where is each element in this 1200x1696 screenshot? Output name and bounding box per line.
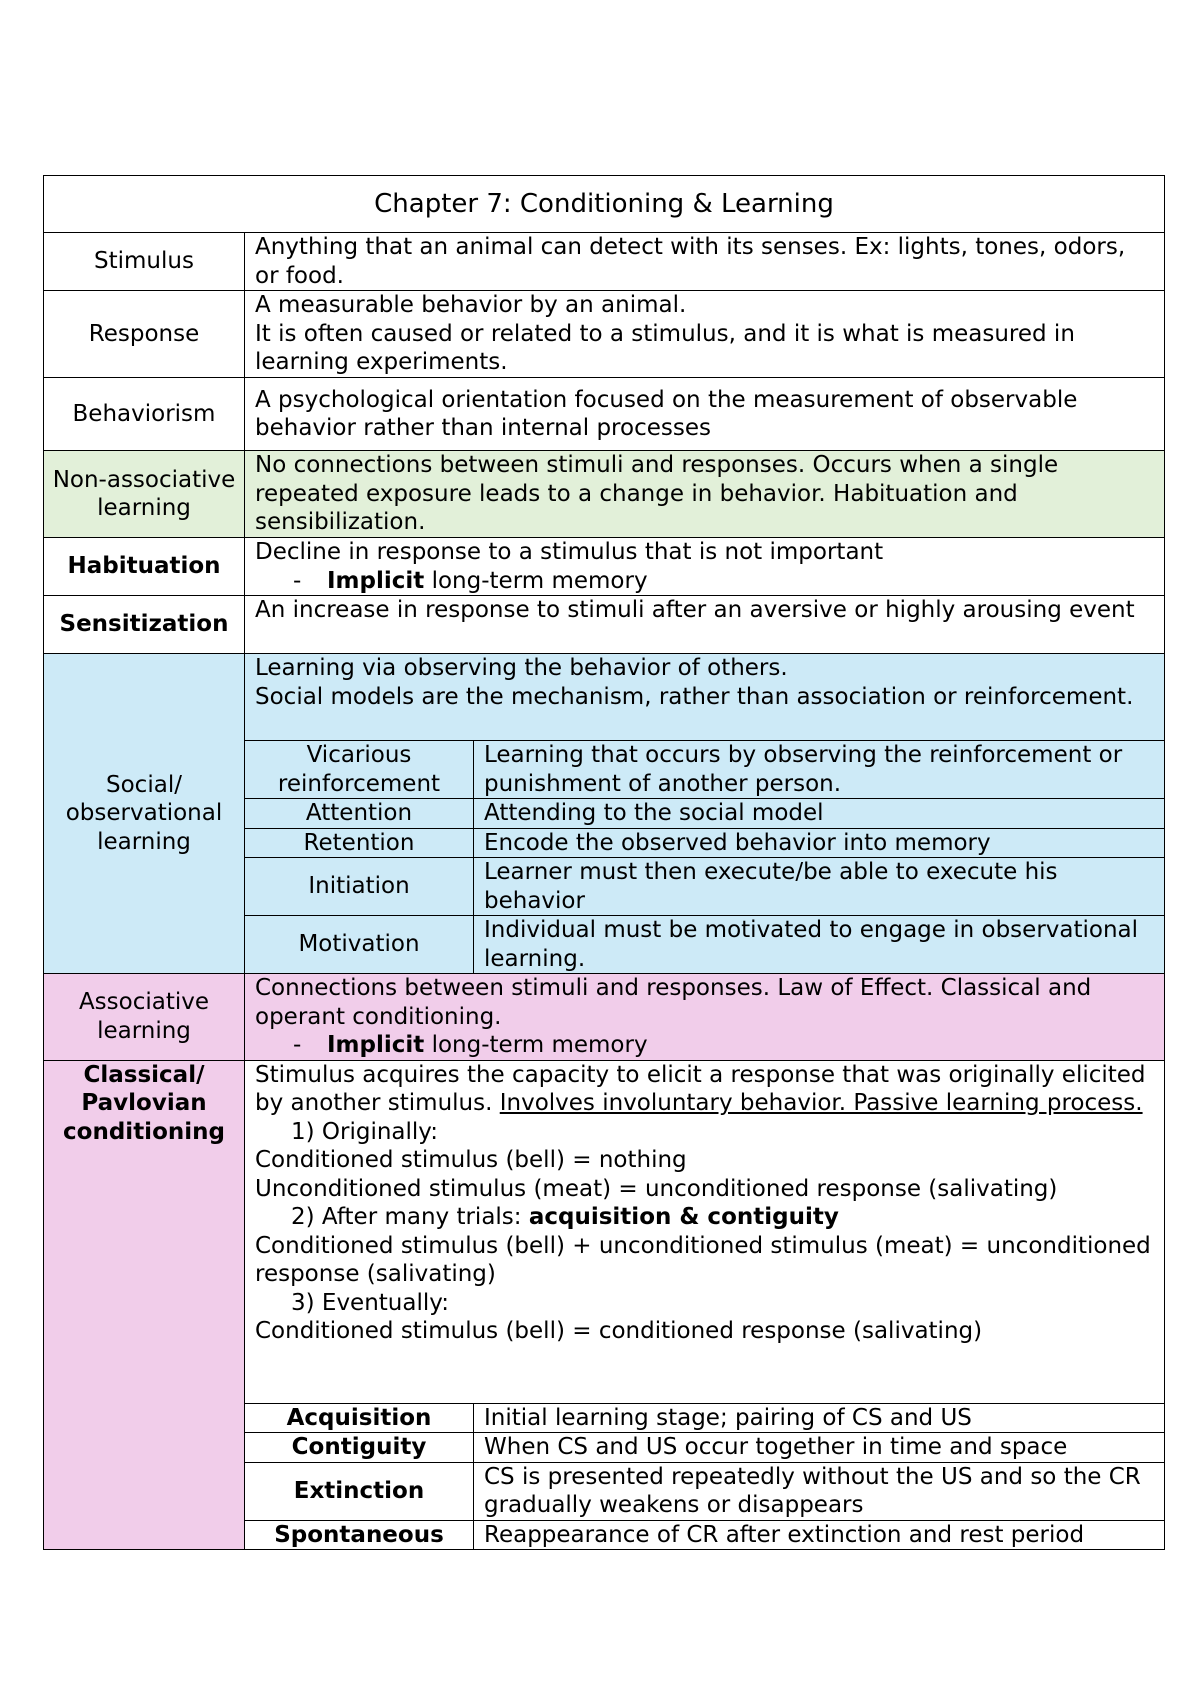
def-social-line1: Learning via observing the behavior of others. (255, 655, 788, 681)
bullet-rest: long-term memory (424, 1032, 648, 1058)
bullet-dash: - (293, 1032, 302, 1058)
classical-step2 (255, 1203, 1154, 1232)
row-stimulus (44, 233, 1165, 291)
row-sensitization (44, 596, 1165, 654)
subdef-acquisition: Initial learning stage; pairing of CS and US (474, 1403, 1165, 1433)
bullet-dash: - (293, 567, 302, 594)
term-sensitization: Sensitization (44, 596, 245, 654)
subdef-vicarious: Learning that occurs by observing the reinforcement or punishment of another person. (474, 741, 1165, 799)
row-behaviorism (44, 378, 1165, 451)
subdef-attention: Attending to the social model (474, 799, 1165, 829)
def-habituation (245, 538, 1165, 596)
subterm-attention: Attention (245, 799, 474, 829)
term-social: Social/ observational learning (44, 654, 245, 974)
def-social-line2: Social models are the mechanism, rather than association or reinforcement. (255, 683, 1134, 710)
row-associative (44, 974, 1165, 1061)
subterm-retention: Retention (245, 828, 474, 858)
classical-intro (255, 1061, 1154, 1118)
term-classical: Classical/ Pavlovian conditioning (44, 1060, 245, 1550)
bullet-bold: Implicit (327, 567, 425, 594)
habituation-bullet (255, 567, 1154, 596)
term-associative: Associative learning (44, 974, 245, 1061)
classical-intro-underlined: Involves involuntary behavior. Passive learning process. (499, 1090, 1143, 1116)
subdef-initiation: Learner must then execute/be able to execute his behavior (474, 858, 1165, 916)
subdef-spontaneous: Reappearance of CR after extinction and rest period (474, 1520, 1165, 1550)
def-social (245, 654, 1165, 741)
def-response-line1: A measurable behavior by an animal. (255, 292, 687, 318)
def-associative (245, 974, 1165, 1061)
term-habituation: Habituation (44, 538, 245, 596)
bullet-bold: Implicit (327, 1032, 425, 1058)
classical-intro-text: Stimulus acquires the capacity to elicit a response that was originally elicited by another stimulus. (255, 1061, 1146, 1116)
def-stimulus: Anything that an animal can detect with its senses. Ex: lights, tones, odors, or food. (245, 233, 1165, 291)
term-response: Response (44, 291, 245, 378)
classical-step3-a: Conditioned stimulus (bell) = conditioned response (salivating) (255, 1318, 983, 1344)
subterm-motivation: Motivation (245, 916, 474, 974)
def-response-line2: It is often caused or related to a stimulus, and it is what is measured in learning experiments. (255, 320, 1075, 375)
page-title: Chapter 7: Conditioning & Learning (44, 176, 1165, 233)
bullet-rest: long-term memory (424, 567, 648, 594)
def-associative-text: Connections between stimuli and responses. Law of Effect. Classical and operant conditioning. (255, 975, 1092, 1030)
subterm-vicarious: Vicarious reinforcement (245, 741, 474, 799)
def-response (245, 291, 1165, 378)
term-behaviorism: Behaviorism (44, 378, 245, 451)
classical-step2-a: Conditioned stimulus (bell) + unconditioned stimulus (meat) = unconditioned response (salivating) (255, 1232, 1151, 1287)
term-nonassociative: Non-associative learning (44, 451, 245, 538)
row-nonassociative (44, 451, 1165, 538)
associative-bullet (255, 1031, 1154, 1060)
subterm-contiguity: Contiguity (245, 1433, 474, 1463)
subdef-motivation: Individual must be motivated to engage in observational learning. (474, 916, 1165, 974)
def-sensitization: An increase in response to stimuli after an aversive or highly arousing event (245, 596, 1165, 654)
subterm-acquisition: Acquisition (245, 1403, 474, 1433)
classical-step1: 1) Originally: (291, 1118, 438, 1145)
def-classical (245, 1060, 1165, 1403)
subdef-retention: Encode the observed behavior into memory (474, 828, 1165, 858)
learning-table (43, 175, 1165, 1550)
classical-step1-b: Unconditioned stimulus (meat) = unconditioned response (salivating) (255, 1175, 1058, 1202)
classical-step1-a: Conditioned stimulus (bell) = nothing (255, 1147, 687, 1173)
row-social (44, 654, 1165, 741)
row-habituation (44, 538, 1165, 596)
def-behaviorism: A psychological orientation focused on the measurement of observable behavior rather than internal processes (245, 378, 1165, 451)
def-nonassociative: No connections between stimuli and responses. Occurs when a single repeated exposure leads to a change in behavior. Habituation and sensibilization. (245, 451, 1165, 538)
term-stimulus: Stimulus (44, 233, 245, 291)
subterm-extinction: Extinction (245, 1462, 474, 1520)
row-response (44, 291, 1165, 378)
subdef-contiguity: When CS and US occur together in time and space (474, 1433, 1165, 1463)
def-habituation-text: Decline in response to a stimulus that is not important (255, 539, 884, 565)
subdef-extinction: CS is presented repeatedly without the US and so the CR gradually weakens or disappears (474, 1462, 1165, 1520)
title-row (44, 176, 1165, 233)
subterm-spontaneous: Spontaneous (245, 1520, 474, 1550)
classical-step2-bold: acquisition & contiguity (528, 1204, 839, 1230)
row-classical (44, 1060, 1165, 1403)
spacer (255, 1346, 1154, 1374)
classical-step3: 3) Eventually: (291, 1289, 449, 1316)
classical-step2-text: 2) After many trials: (291, 1204, 529, 1230)
subterm-initiation: Initiation (245, 858, 474, 916)
